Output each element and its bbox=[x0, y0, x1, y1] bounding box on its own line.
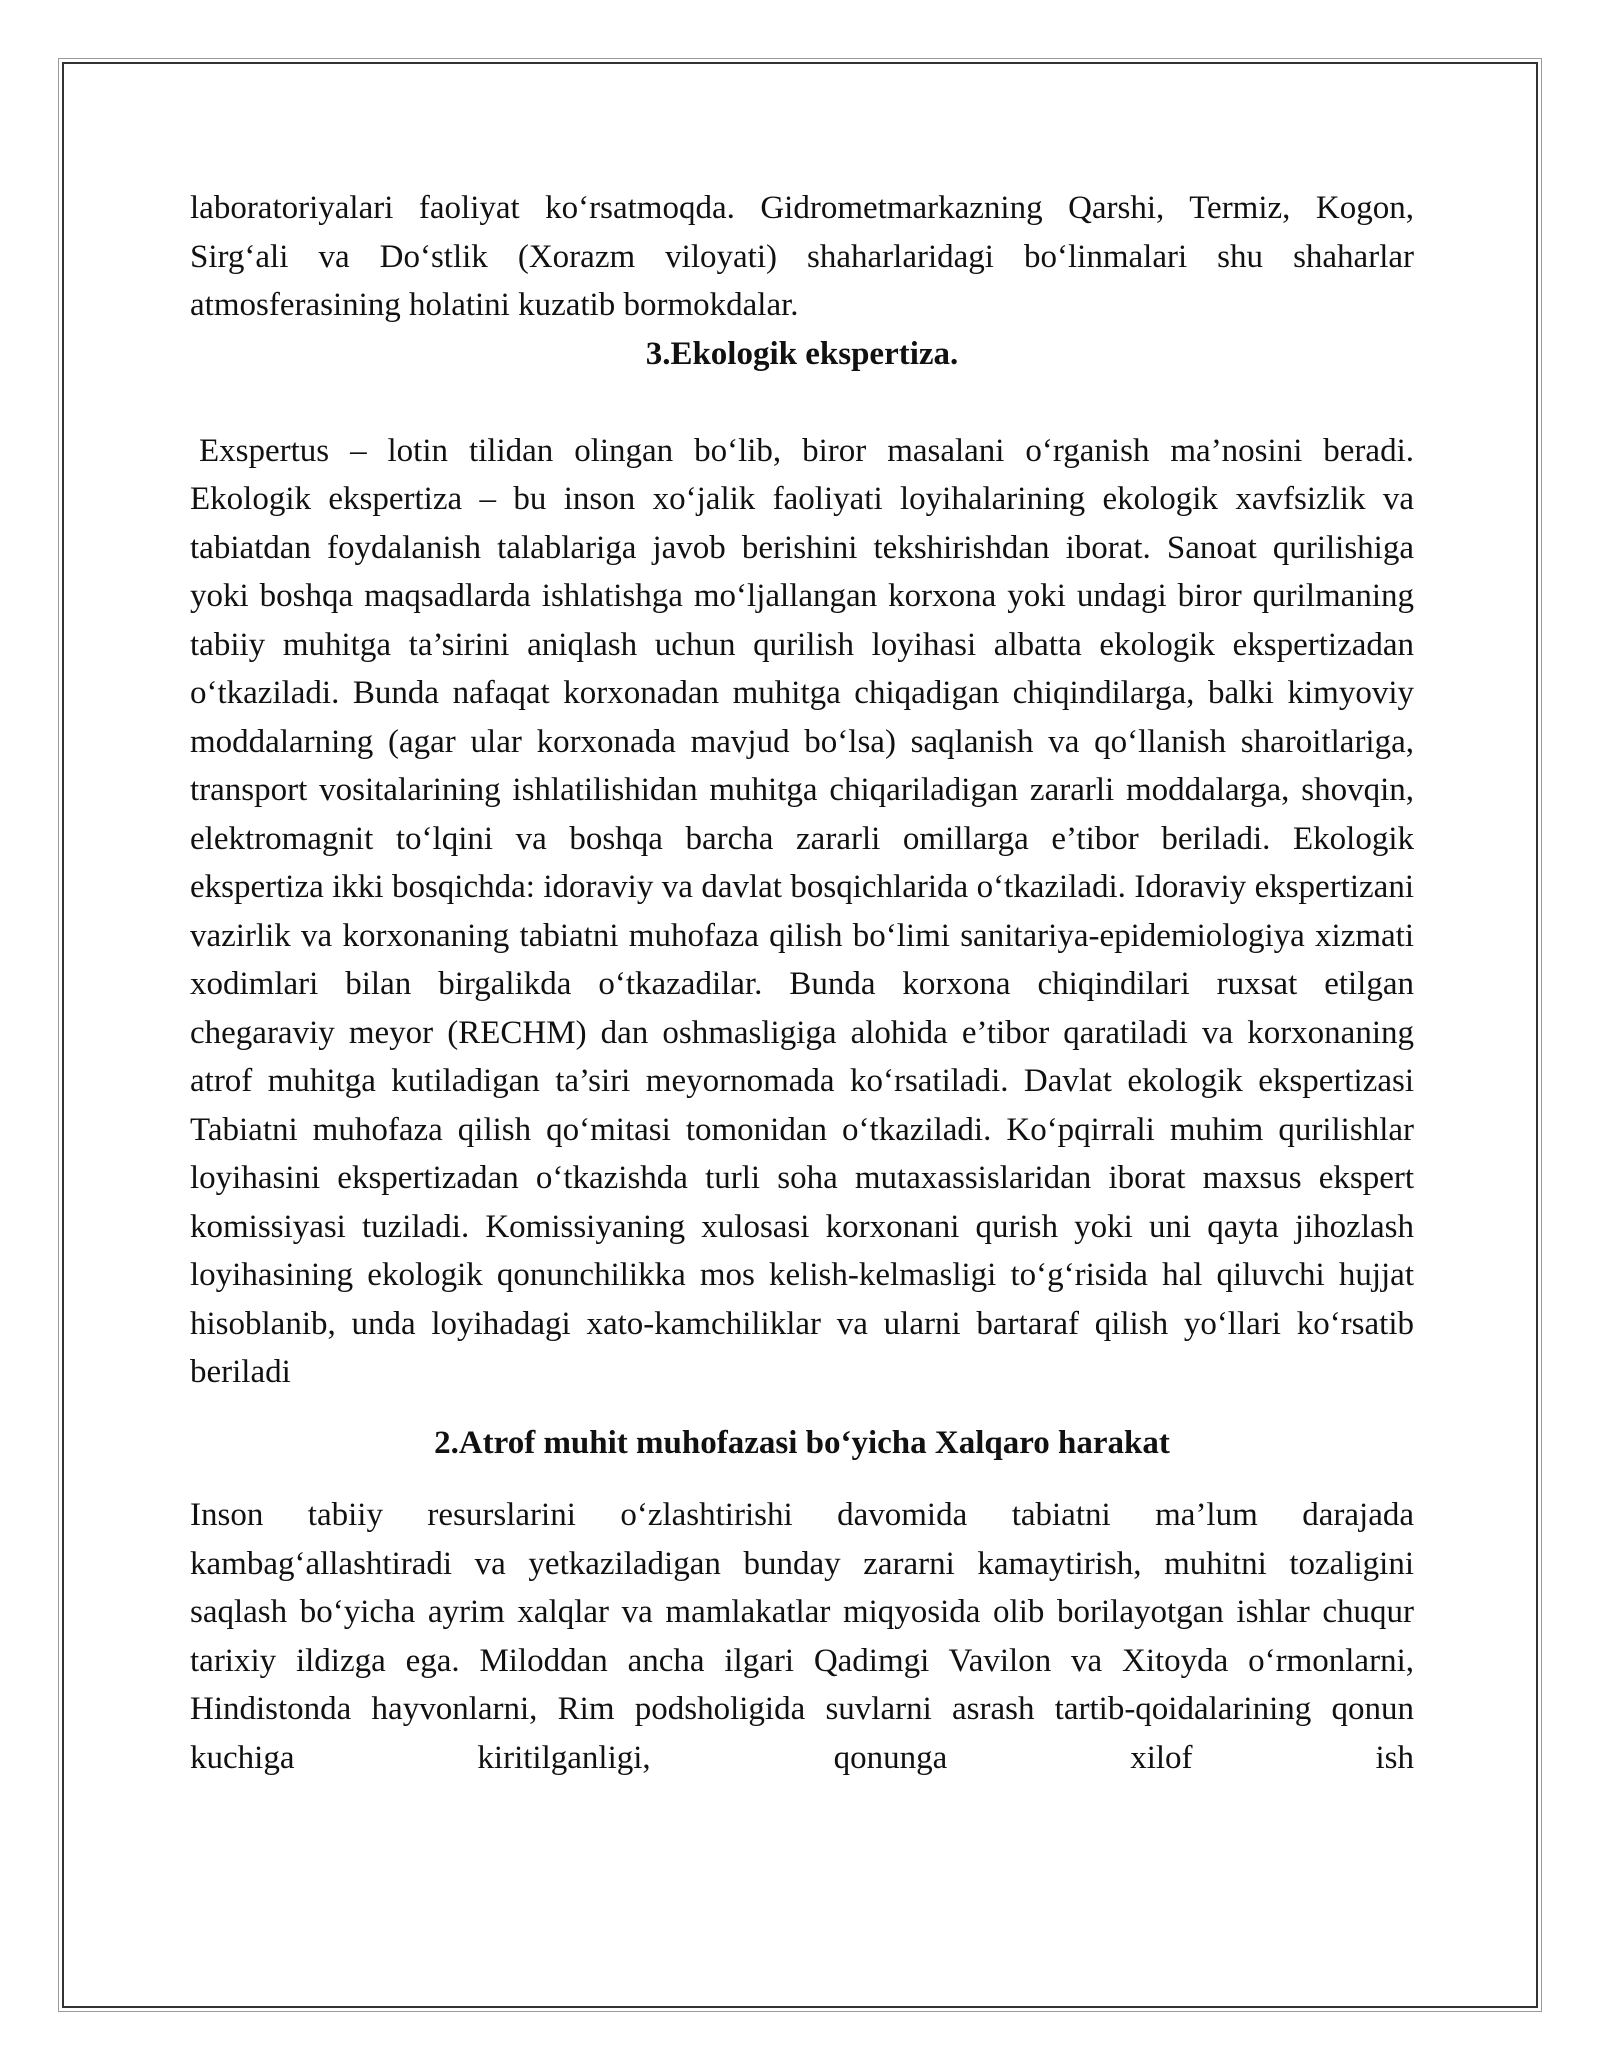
paragraph-intro: laboratoriyalari faoliyat ko‘rsatmoqda. Gidrometmarkazning Qarshi, Termiz, Kogon, Sirg‘ali va Do‘stlik (Xorazm viloyati) shaharlaridagi bo‘linmalari shu shaharlar atmosferasining holatini kuzatib bormokdalar. bbox=[190, 190, 1414, 323]
paragraph-xalqaro: Inson tabiiy resurslarini o‘zlashtirishi davomida tabiatni ma’lum darajada kambag‘allashtiradi va yetkaziladigan bunday zararni kamaytirish, muhitni tozaligini saqlash bo‘yicha ayrim xalqlar va mamlakatlar miqyosida olib borilayotgan ishlar chuqur tarixiy ildizga ega. Miloddan ancha ilgari Qadimgi Vavilon va Xitoyda o‘rmonlarni, Hindistonda hayvonlarni, Rim podsholigida suvlarni asrash tartib-qoidalarining qonun kuchiga kiritilganligi, qonunga xilof ish bbox=[190, 1497, 1414, 1776]
document-body bbox=[190, 184, 1414, 1782]
paragraph-ekspertiza: Exspertus – lotin tilidan olingan bo‘lib, biror masalani o‘rganish ma’nosini beradi. Ekologik ekspertiza – bu inson xo‘jalik faoliyati loyihalarining ekologik xavfsizlik va tabiatdan foydalanish talablariga javob berishini tekshirishdan iborat. Sanoat qurilishiga yoki boshqa maqsadlarda ishlatishga mo‘ljallangan korxona yoki undagi biror qurilmaning tabiiy muhitga ta’sirini aniqlash uchun qurilish loyihasi albatta ekologik ekspertizadan o‘tkaziladi. Bunda nafaqat korxonadan muhitga chiqadigan chiqindilarga, balki kimyoviy moddalarning (agar ular korxonada mavjud bo‘lsa) saqlanish va qo‘llanish sharoitlariga, transport vositalarining ishlatilishidan muhitga chiqariladigan zararli moddalarga, shovqin, elektromagnit to‘lqini va boshqa barcha zararli omillarga e’tibor beriladi. Ekologik ekspertiza ikki bosqichda: idoraviy va davlat bosqichlarida o‘tkaziladi. Idoraviy ekspertizani vazirlik va korxonaning tabiatni muhofaza qilish bo‘limi sanitariya-epidemiologiya xizmati xodimlari bilan birgalikda o‘tkazadilar. Bunda korxona chiqindilari ruxsat etilgan chegaraviy meyor (RECHM) dan oshmasligiga alohida e’tibor qaratiladi va korxonaning atrof muhitga kutiladigan ta’siri meyornomada ko‘rsatiladi. Davlat ekologik ekspertizasi Tabiatni muhofaza qilish qo‘mitasi tomonidan o‘tkaziladi. Ko‘pqirrali muhim qurilishlar loyihasini ekspertizadan o‘tkazishda turli soha mutaxassislaridan iborat maxsus ekspert komissiyasi tuziladi. Komissiyaning xulosasi korxonani qurish yoki uni qayta jihozlash loyihasining ekologik qonunchilikka mos kelish-kelmasligi to‘g‘risida hal qiluvchi hujjat hisoblanib, unda loyihadagi xato-kamchiliklar va ularni bartaraf qilish yo‘llari ko‘rsatib beriladi bbox=[190, 432, 1414, 1390]
blank-line bbox=[190, 378, 1414, 427]
section-heading-xalqaro-harakat: 2.Atrof muhit muhofazasi bo‘yicha Xalqaro harakat bbox=[434, 1424, 1170, 1461]
section-heading-ekologik-ekspertiza: 3.Ekologik ekspertiza. bbox=[645, 335, 959, 372]
